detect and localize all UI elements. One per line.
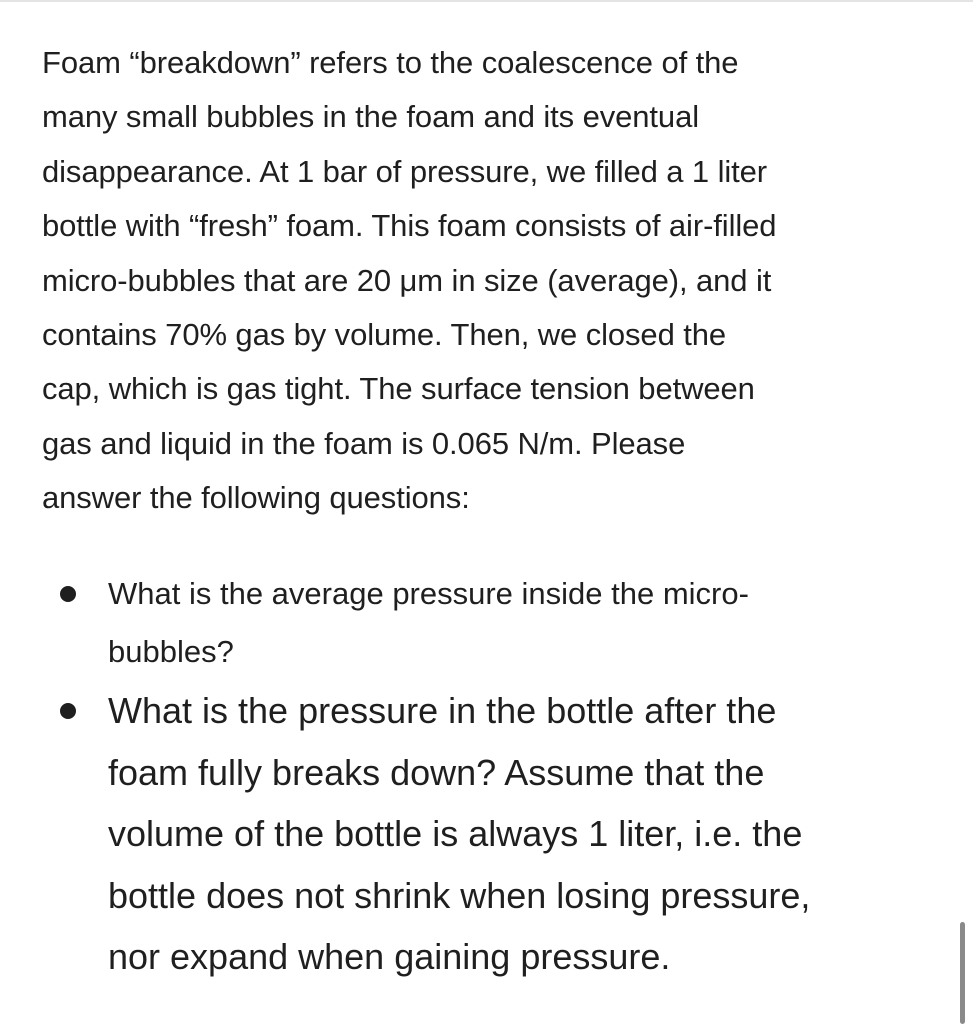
scrollbar-thumb[interactable]: [960, 922, 965, 1024]
bullet-icon: [60, 586, 76, 602]
intro-line: answer the following questions:: [42, 480, 470, 516]
question-line: foam fully breaks down? Assume that the: [108, 751, 765, 793]
top-divider: [0, 0, 973, 2]
question-text: [108, 565, 942, 681]
bullet-icon: [60, 703, 76, 719]
intro-line: micro-bubbles that are 20 μm in size (average), and it: [42, 262, 772, 298]
intro-paragraph: [42, 36, 942, 526]
intro-line: contains 70% gas by volume. Then, we closed the: [42, 317, 727, 353]
question-line: What is the pressure in the bottle after the: [108, 690, 777, 731]
intro-line: gas and liquid in the foam is 0.065 N/m. Please: [42, 425, 686, 461]
question-line: bottle does not shrink when losing pressure,: [108, 874, 811, 916]
intro-line: many small bubbles in the foam and its eventual: [42, 99, 700, 135]
intro-line: Foam “breakdown” refers to the coalescence of the: [42, 45, 739, 80]
question-line: volume of the bottle is always 1 liter, i.e. the: [108, 813, 803, 854]
intro-line: bottle with “fresh” foam. This foam consists of air-filled: [42, 208, 777, 244]
intro-line: cap, which is gas tight. The surface tension between: [42, 371, 755, 407]
question-line: bubbles?: [108, 634, 234, 669]
problem-text: [42, 36, 942, 526]
question-line: nor expand when gaining pressure.: [108, 936, 671, 977]
intro-line: disappearance. At 1 bar of pressure, we filled a 1 liter: [42, 153, 768, 189]
question-text: [108, 680, 942, 988]
question-line: What is the average pressure inside the micro-: [108, 576, 749, 611]
